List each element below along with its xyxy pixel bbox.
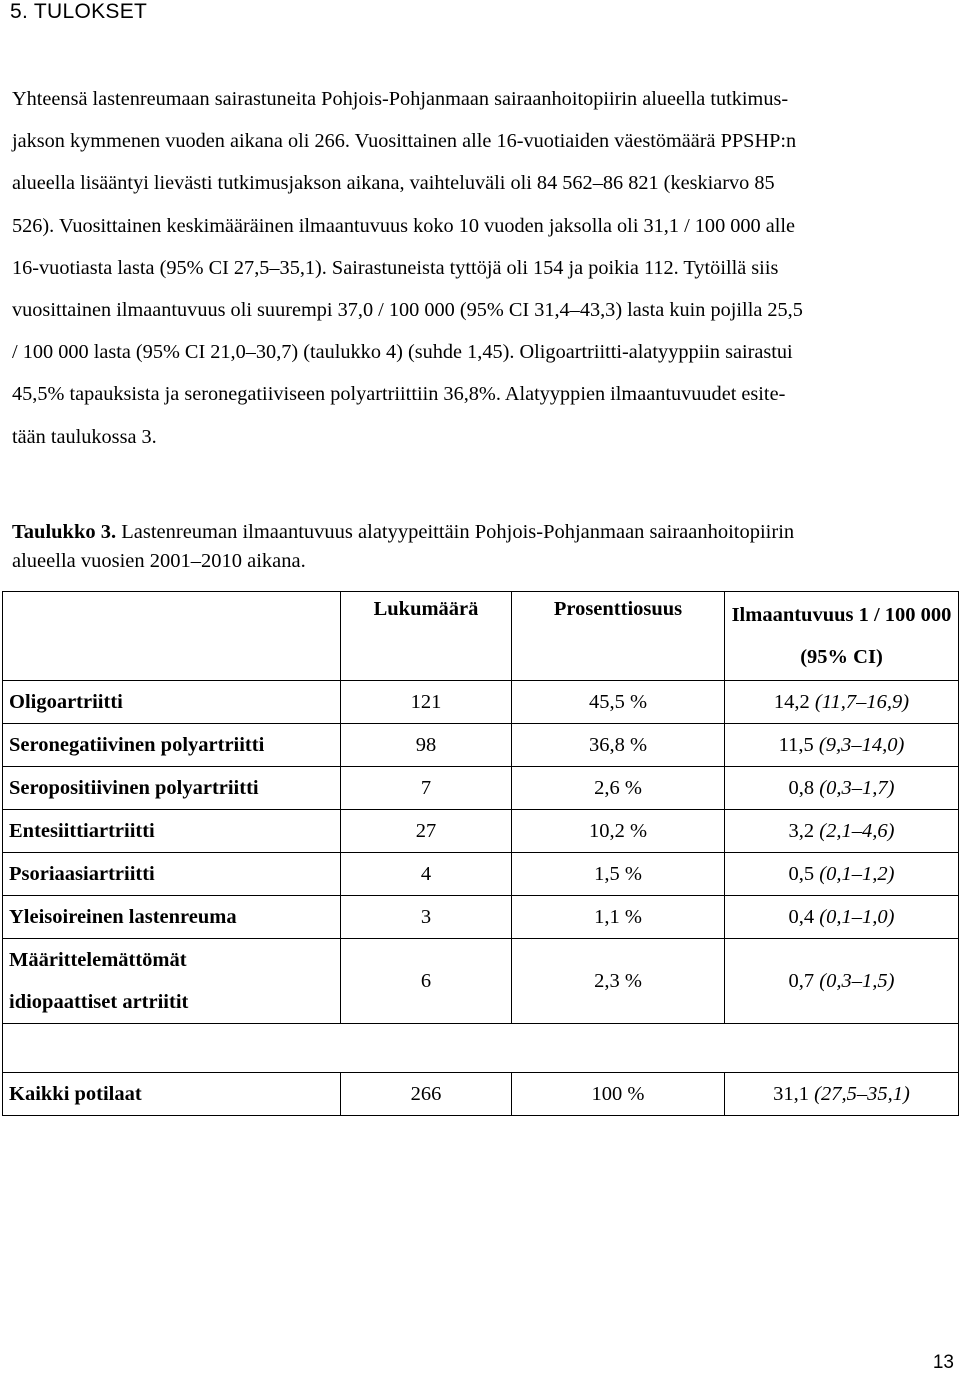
header-incidence-line2: (95% CI) (800, 646, 883, 668)
row-name: Entesiittiartriitti (3, 810, 341, 853)
row-name (3, 939, 341, 1024)
header-incidence (725, 592, 959, 681)
table-row (3, 939, 959, 1024)
row-percent: 45,5 % (512, 681, 725, 724)
row-rate: 0,4 (788, 905, 815, 928)
row-ci: (11,7–16,9) (814, 690, 910, 713)
row-incidence (725, 810, 959, 853)
row-rate: 11,5 (778, 733, 814, 756)
table-caption (12, 518, 952, 576)
table-row (3, 853, 959, 896)
table-caption-label: Taulukko 3. (12, 521, 117, 543)
paragraph-line: Yhteensä lastenreumaan sairastuneita Pohjois-Pohjanmaan sairaanhoitopiirin alueella tutkimus- (12, 88, 789, 110)
row-name: Seronegatiivinen polyartriitti (3, 724, 341, 767)
row-ci: (2,1–4,6) (819, 819, 895, 842)
paragraph-line: vuosittainen ilmaantuvuus oli suurempi 37,0 / 100 000 (95% CI 31,4–43,3) lasta kuin pojilla 25,5 (12, 299, 803, 322)
row-ci: (0,3–1,7) (819, 776, 895, 799)
header-incidence-line1: Ilmaantuvuus 1 / 100 000 (731, 604, 952, 626)
row-percent: 1,5 % (512, 853, 725, 896)
row-name: Seropositiivinen polyartriitti (3, 767, 341, 810)
row-name-line2: idiopaattiset artriitit (9, 991, 189, 1013)
row-ci: (9,3–14,0) (818, 733, 905, 756)
page-number: 13 (932, 1352, 954, 1373)
row-incidence (725, 681, 959, 724)
row-rate: 14,2 (773, 690, 810, 713)
total-name: Kaikki potilaat (3, 1073, 341, 1116)
total-count: 266 (341, 1073, 512, 1116)
total-incidence (725, 1073, 959, 1116)
row-percent: 1,1 % (512, 896, 725, 939)
table-row (3, 767, 959, 810)
row-percent: 36,8 % (512, 724, 725, 767)
row-ci: (0,3–1,5) (819, 969, 895, 992)
paragraph-line: 45,5% tapauksista ja seronegatiiviseen polyartriittiin 36,8%. Alatyyppien ilmaantuvuudet esite- (12, 383, 786, 406)
table-header-row (3, 592, 959, 681)
row-incidence (725, 853, 959, 896)
row-count: 3 (341, 896, 512, 939)
total-rate: 31,1 (773, 1082, 810, 1105)
table-row (3, 896, 959, 939)
paragraph-line: 526). Vuosittainen keskimääräinen ilmaantuvuus koko 10 vuoden jaksolla oli 31,1 / 100 000 alle (12, 214, 796, 237)
row-name: Yleisoireinen lastenreuma (3, 896, 341, 939)
row-incidence (725, 896, 959, 939)
header-count: Lukumäärä (341, 592, 512, 681)
row-percent: 2,6 % (512, 767, 725, 810)
header-percent: Prosenttiosuus (512, 592, 725, 681)
row-ci: (0,1–1,2) (819, 862, 895, 885)
row-rate: 0,5 (788, 862, 815, 885)
row-count: 27 (341, 810, 512, 853)
table-row (3, 810, 959, 853)
row-count: 121 (341, 681, 512, 724)
row-incidence (725, 767, 959, 810)
row-count: 6 (341, 939, 512, 1024)
row-name: Oligoartriitti (3, 681, 341, 724)
incidence-table (2, 591, 959, 1116)
total-percent: 100 % (512, 1073, 725, 1116)
table-row (3, 724, 959, 767)
row-rate: 3,2 (788, 819, 815, 842)
row-count: 7 (341, 767, 512, 810)
table-caption-text: alueella vuosien 2001–2010 aikana. (12, 550, 306, 572)
paragraph-line: 16-vuotiasta lasta (95% CI 27,5–35,1). Sairastuneista tyttöjä oli 154 ja poikia 112. Tytöillä siis (12, 256, 779, 279)
total-ci: (27,5–35,1) (814, 1082, 910, 1105)
paragraph-line: alueella lisääntyi lievästi tutkimusjakson aikana, vaihteluväli oli 84 562–86 821 (keskiarvo 85 (12, 172, 775, 195)
row-name-line1: Määrittelemättömät (9, 949, 187, 971)
section-heading: 5. TULOKSET (10, 0, 148, 23)
header-empty-cell (3, 592, 341, 681)
row-percent: 2,3 % (512, 939, 725, 1024)
results-paragraph (12, 78, 952, 458)
table-caption-text: Lastenreuman ilmaantuvuus alatyypeittäin Pohjois-Pohjanmaan sairaanhoitopiirin (116, 521, 795, 543)
table-spacer-row (3, 1024, 959, 1073)
spacer-cell (3, 1024, 959, 1073)
paragraph-line: jakson kymmenen vuoden aikana oli 266. Vuosittainen alle 16-vuotiaiden väestömäärä PPSHP:n (12, 130, 797, 153)
paragraph-line: tään taulukossa 3. (12, 425, 157, 448)
row-name: Psoriaasiartriitti (3, 853, 341, 896)
row-count: 98 (341, 724, 512, 767)
row-count: 4 (341, 853, 512, 896)
paragraph-line: / 100 000 lasta (95% CI 21,0–30,7) (taulukko 4) (suhde 1,45). Oligoartriitti-alatyyppiin sairastui (12, 341, 793, 364)
table-row (3, 681, 959, 724)
table-total-row (3, 1073, 959, 1116)
row-rate: 0,8 (788, 776, 815, 799)
row-incidence (725, 724, 959, 767)
row-ci: (0,1–1,0) (819, 905, 895, 928)
row-incidence (725, 939, 959, 1024)
row-rate: 0,7 (788, 969, 815, 992)
row-percent: 10,2 % (512, 810, 725, 853)
